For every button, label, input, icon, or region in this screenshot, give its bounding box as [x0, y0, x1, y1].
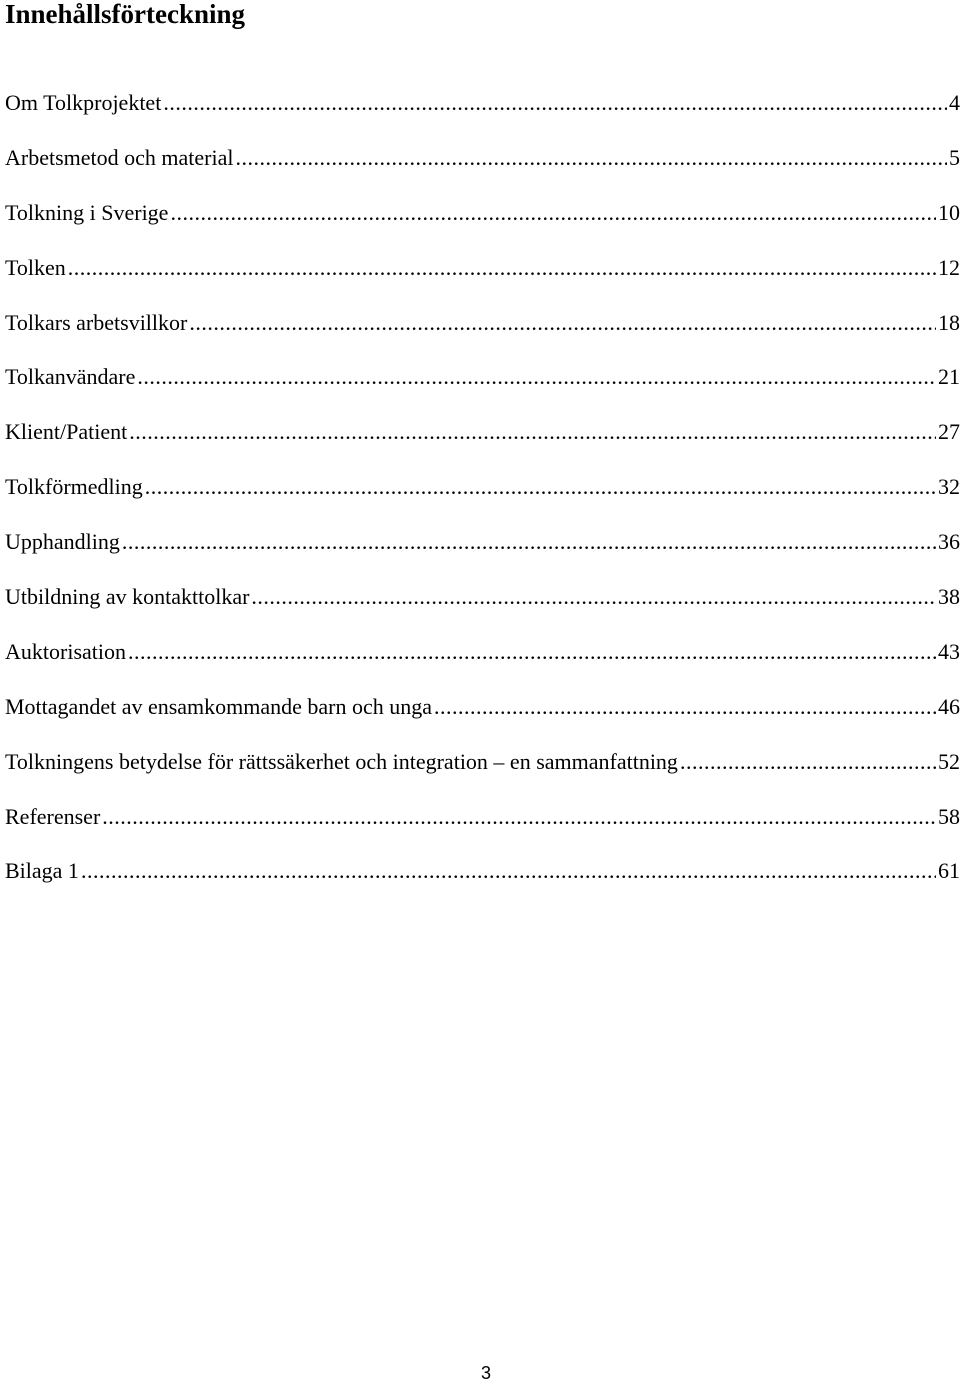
toc-entry-title: Auktorisation [5, 638, 126, 664]
dot-leader [129, 417, 936, 447]
toc-entry-page: 18 [938, 309, 960, 335]
dot-leader [81, 856, 936, 886]
toc-entry-page: 21 [938, 364, 960, 390]
dot-leader [68, 253, 936, 283]
toc-entry-title: Om Tolkprojektet [5, 90, 162, 115]
dot-leader [122, 527, 936, 557]
toc-entry[interactable] [5, 88, 960, 143]
toc-entry-title: Tolkningens betydelse för rättssäkerhet och integration – en sammanfattning [5, 748, 678, 774]
toc-entry-page: 27 [938, 419, 960, 445]
toc-entry-page: 43 [938, 638, 960, 664]
toc-entry[interactable] [5, 527, 960, 582]
toc-entry[interactable] [5, 198, 960, 253]
toc-entry[interactable] [5, 362, 960, 417]
toc-entry-title: Tolken [5, 254, 66, 280]
table-of-contents [5, 88, 960, 911]
toc-entry[interactable] [5, 692, 960, 747]
toc-entry-title: Referenser [5, 803, 101, 829]
dot-leader [434, 692, 936, 722]
dot-leader [189, 308, 936, 338]
toc-entry-page: 5 [949, 144, 960, 170]
dot-leader [137, 362, 936, 392]
toc-entry-title: Mottagandet av ensamkommande barn och unga [5, 693, 433, 719]
toc-entry-page: 4 [949, 90, 960, 115]
toc-entry[interactable] [5, 747, 960, 802]
toc-entry-page: 10 [938, 199, 960, 225]
toc-entry[interactable] [5, 802, 960, 857]
toc-heading: Innehållsförteckning [5, 0, 246, 29]
toc-entry-title: Utbildning av kontakttolkar [5, 584, 250, 610]
toc-entry-title: Tolkars arbetsvillkor [5, 309, 188, 335]
toc-entry-page: 12 [938, 254, 960, 280]
dot-leader [128, 637, 936, 667]
toc-entry-page: 61 [938, 858, 960, 884]
toc-entry-page: 32 [938, 474, 960, 500]
dot-leader [680, 747, 936, 777]
toc-entry[interactable] [5, 143, 960, 198]
toc-entry-title: Klient/Patient [5, 419, 128, 445]
toc-entry-page: 52 [938, 748, 960, 774]
toc-entry[interactable] [5, 417, 960, 472]
dot-leader [163, 88, 947, 118]
dot-leader [145, 472, 936, 502]
toc-entry-page: 58 [938, 803, 960, 829]
toc-entry-page: 36 [938, 529, 960, 555]
toc-entry-page: 38 [938, 584, 960, 610]
dot-leader [102, 802, 936, 832]
page-number: 3 [480, 1363, 491, 1383]
toc-entry[interactable] [5, 472, 960, 527]
dot-leader [235, 143, 947, 173]
toc-entry-title: Arbetsmetod och material [5, 144, 234, 170]
toc-entry-title: Tolkning i Sverige [5, 199, 169, 225]
toc-entry[interactable] [5, 253, 960, 308]
toc-entry[interactable] [5, 856, 960, 911]
toc-entry[interactable] [5, 637, 960, 692]
toc-entry-title: Tolkförmedling [5, 474, 143, 500]
dot-leader [251, 582, 936, 612]
toc-entry[interactable] [5, 308, 960, 363]
toc-entry-title: Tolkanvändare [5, 364, 136, 390]
toc-entry[interactable] [5, 582, 960, 637]
toc-entry-page: 46 [938, 693, 960, 719]
toc-entry-title: Upphandling [5, 529, 120, 555]
toc-entry-title: Bilaga 1 [5, 858, 79, 884]
dot-leader [170, 198, 936, 228]
